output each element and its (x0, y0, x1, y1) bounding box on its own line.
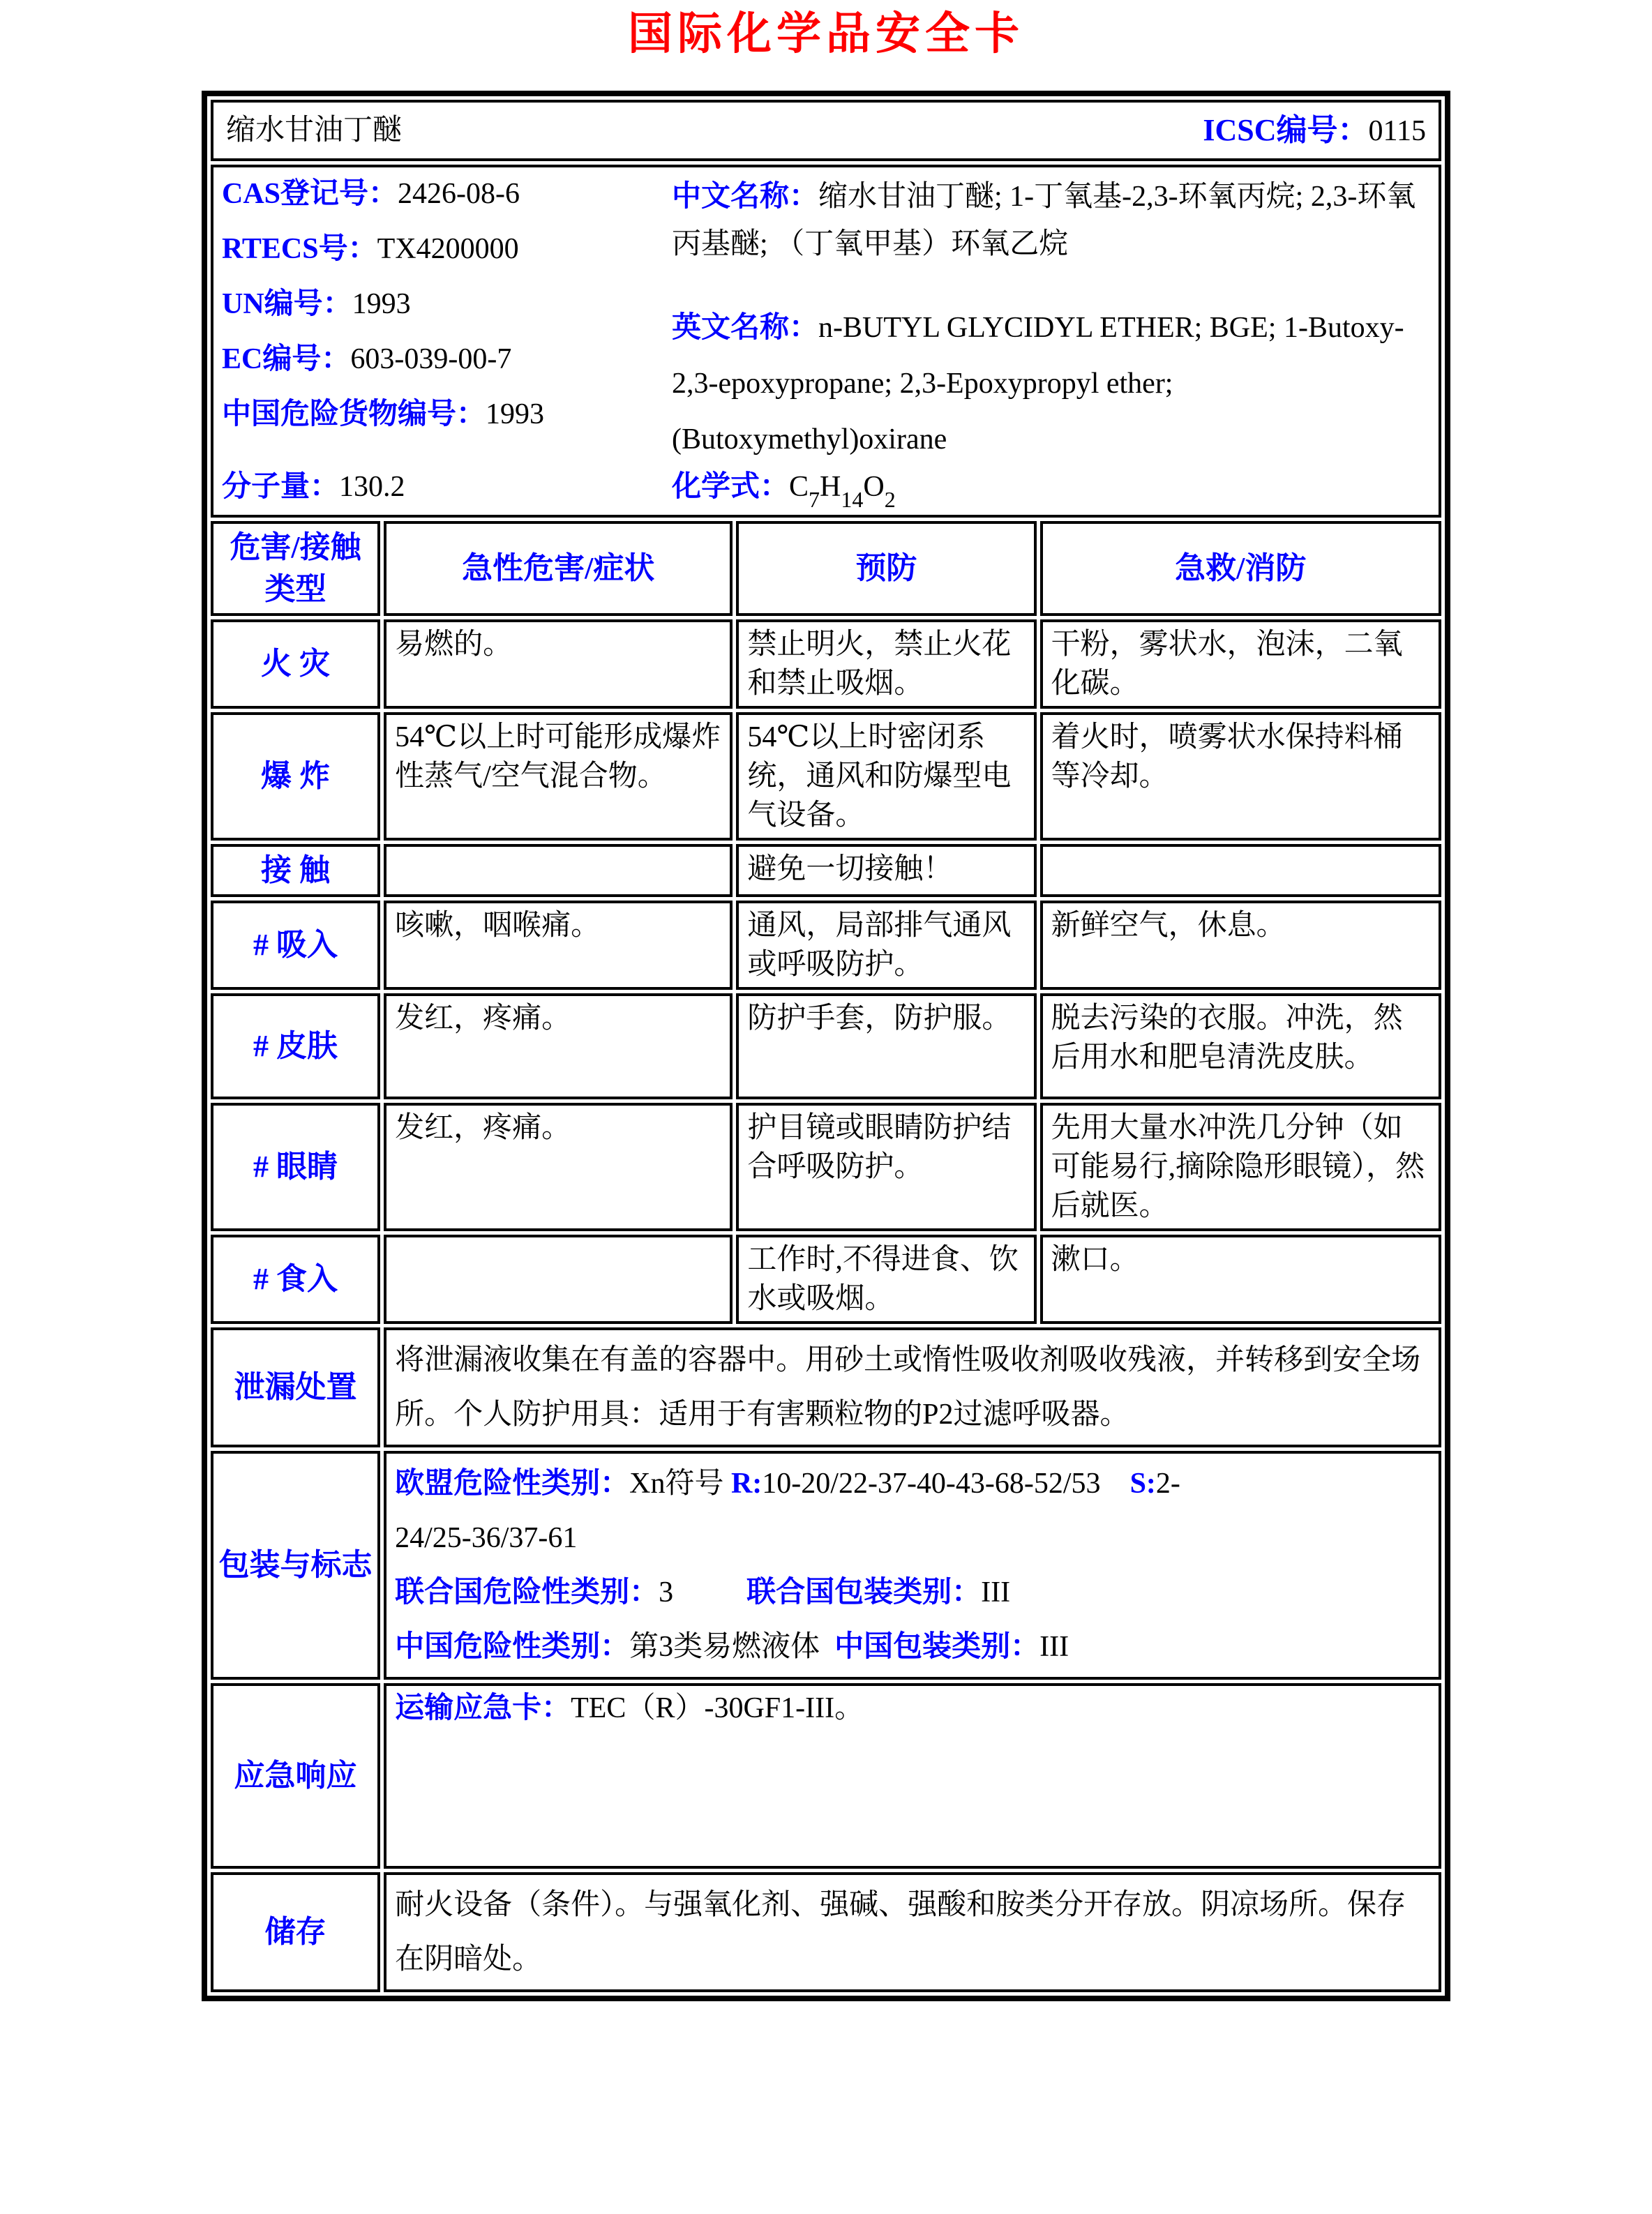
icsc-number-value: 0115 (1368, 114, 1426, 147)
icsc-number-label: ICSC编号： (1203, 112, 1369, 147)
identifier-row-china-dg (222, 395, 672, 434)
exposure-response (1040, 844, 1441, 897)
exposure-symptoms (384, 844, 733, 897)
cas-label: CAS登记号： (222, 178, 398, 211)
explosion-prevention: 54℃以上时密闭系统，通风和防爆型电气设备。 (736, 712, 1036, 841)
substance-header-cell (211, 100, 1441, 161)
spill-disposal-label: 泄漏处置 (211, 1327, 380, 1447)
un-label: UN编号： (222, 288, 352, 321)
formula-c: C (789, 471, 809, 504)
fire-prevention: 禁止明火，禁止火花和禁止吸烟。 (736, 619, 1036, 709)
identification-cell (211, 165, 1441, 518)
row-packaging-labelling (211, 1451, 1441, 1680)
skin-symptoms: 发红，疼痛。 (384, 993, 733, 1099)
identifier-row-un (222, 285, 672, 324)
eu-classification-line: 欧盟危险性类别：Xn符号 R:10-20/22-37-40-43-68-52/53 S:2- (395, 1468, 1180, 1500)
molecular-weight (222, 467, 672, 506)
chinese-name (672, 173, 1430, 268)
chinese-name-value: 缩水甘油丁醚; 1-丁氧基-2,3-环氧丙烷; 2,3-环氧丙基醚; （丁氧甲基）环氧乙烷 (672, 181, 1416, 261)
substance-name: 缩水甘油丁醚 (226, 114, 403, 147)
explosion-response: 着火时，喷雾状水保持料桶等冷却。 (1040, 712, 1441, 841)
molecular-weight-label: 分子量： (222, 471, 340, 504)
header-prevention: 预防 (736, 521, 1036, 616)
english-name-label: 英文名称： (672, 312, 819, 345)
un-classification-line: 联合国危险性类别：3 联合国包装类别：III (395, 1576, 1011, 1609)
header-hazard-type: 危害/接触 类型 (211, 521, 380, 616)
row-emergency-response (211, 1683, 1441, 1869)
cas-value: 2426-08-6 (398, 178, 520, 211)
row-ingestion (211, 1235, 1441, 1324)
fire-symptoms: 易燃的。 (384, 619, 733, 709)
icsc-card-table (202, 91, 1450, 2001)
row-inhalation-label: # 吸入 (211, 901, 380, 990)
chinese-name-label: 中文名称： (672, 181, 819, 213)
identifier-row-rtecs (222, 229, 672, 269)
hazard-table-header-row (211, 521, 1441, 616)
identification-row (211, 165, 1441, 518)
ec-value: 603-039-00-7 (350, 343, 512, 376)
identifier-row-ec (222, 340, 672, 379)
transport-emergency-card: 运输应急卡：TEC（R）-30GF1-III。 (395, 1692, 864, 1725)
row-eyes-label: # 眼睛 (211, 1103, 380, 1231)
row-skin-label: # 皮肤 (211, 993, 380, 1099)
eu-classification-line2: 24/25-36/37-61 (395, 1522, 578, 1555)
formula-o-sub: 2 (884, 487, 896, 513)
row-eyes (211, 1103, 1441, 1231)
skin-response: 脱去污染的衣服。冲洗，然后用水和肥皂清洗皮肤。 (1040, 993, 1441, 1099)
formula-o: O (863, 471, 885, 504)
emergency-response-label: 应急响应 (211, 1683, 380, 1869)
emergency-response-content (384, 1683, 1441, 1869)
eyes-response: 先用大量水冲洗几分钟（如可能易行,摘除隐形眼镜），然后就医。 (1040, 1103, 1441, 1231)
formula-label: 化学式： (672, 471, 790, 504)
header-first-aid: 急救/消防 (1040, 521, 1441, 616)
rtecs-value: TX4200000 (377, 233, 519, 266)
formula-h-sub: 14 (841, 487, 864, 513)
inhalation-response: 新鲜空气，休息。 (1040, 901, 1441, 990)
molecular-weight-value: 130.2 (339, 471, 405, 504)
chemical-formula (672, 467, 896, 513)
spill-disposal-text: 将泄漏液收集在有盖的容器中。用砂土或惰性吸收剂吸收残液，并转移到安全场所。个人防护用具：适用于有害颗粒物的P2过滤呼吸器。 (384, 1327, 1441, 1447)
row-spill-disposal (211, 1327, 1441, 1447)
inhalation-prevention: 通风，局部排气通风或呼吸防护。 (736, 901, 1036, 990)
packaging-labelling-content (384, 1451, 1441, 1680)
formula-h: H (820, 471, 841, 504)
row-fire-label: 火 灾 (211, 619, 380, 709)
row-inhalation (211, 901, 1441, 990)
explosion-symptoms: 54℃以上时可能形成爆炸性蒸气/空气混合物。 (384, 712, 733, 841)
english-name-value: n-BUTYL GLYCIDYL ETHER; BGE; 1-Butoxy-2,3-epoxypropane; 2,3-Epoxypropyl ether; (Butoxymethyl)oxirane (672, 312, 1404, 456)
china-dg-value: 1993 (486, 398, 545, 431)
storage-label: 储存 (211, 1872, 380, 1992)
row-storage (211, 1872, 1441, 1992)
row-explosion-label: 爆 炸 (211, 712, 380, 841)
ingestion-prevention: 工作时,不得进食、饮水或吸烟。 (736, 1235, 1036, 1324)
eyes-prevention: 护目镜或眼睛防护结合呼吸防护。 (736, 1103, 1036, 1231)
header-acute-hazards: 急性危害/症状 (384, 521, 733, 616)
un-value: 1993 (352, 288, 411, 321)
packaging-labelling-label: 包装与标志 (211, 1451, 380, 1680)
fire-response: 干粉，雾状水，泡沫，二氧化碳。 (1040, 619, 1441, 709)
identifier-list (222, 170, 672, 467)
ingestion-symptoms (384, 1235, 733, 1324)
china-classification-line: 中国危险性类别：第3类易燃液体 中国包装类别：III (395, 1631, 1069, 1664)
name-section (672, 170, 1430, 467)
inhalation-symptoms: 咳嗽，咽喉痛。 (384, 901, 733, 990)
row-skin (211, 993, 1441, 1099)
row-exposure (211, 844, 1441, 897)
substance-header-row (211, 100, 1441, 161)
row-fire (211, 619, 1441, 709)
eyes-symptoms: 发红，疼痛。 (384, 1103, 733, 1231)
ingestion-response: 漱口。 (1040, 1235, 1441, 1324)
identifier-row-cas (222, 174, 672, 213)
china-dg-label: 中国危险货物编号： (222, 398, 486, 431)
formula-c-sub: 7 (809, 487, 820, 513)
row-ingestion-label: # 食入 (211, 1235, 380, 1324)
page-title: 国际化学品安全卡 (628, 9, 1024, 59)
english-name (672, 300, 1430, 467)
skin-prevention: 防护手套，防护服。 (736, 993, 1036, 1099)
rtecs-label: RTECS号： (222, 233, 377, 266)
exposure-prevention: 避免一切接触！ (736, 844, 1036, 897)
storage-text: 耐火设备（条件）。与强氧化剂、强碱、强酸和胺类分开存放。阴凉场所。保存在阴暗处。 (384, 1872, 1441, 1992)
icsc-number (1203, 111, 1426, 151)
row-explosion (211, 712, 1441, 841)
row-exposure-label: 接 触 (211, 844, 380, 897)
ec-label: EC编号： (222, 343, 351, 376)
